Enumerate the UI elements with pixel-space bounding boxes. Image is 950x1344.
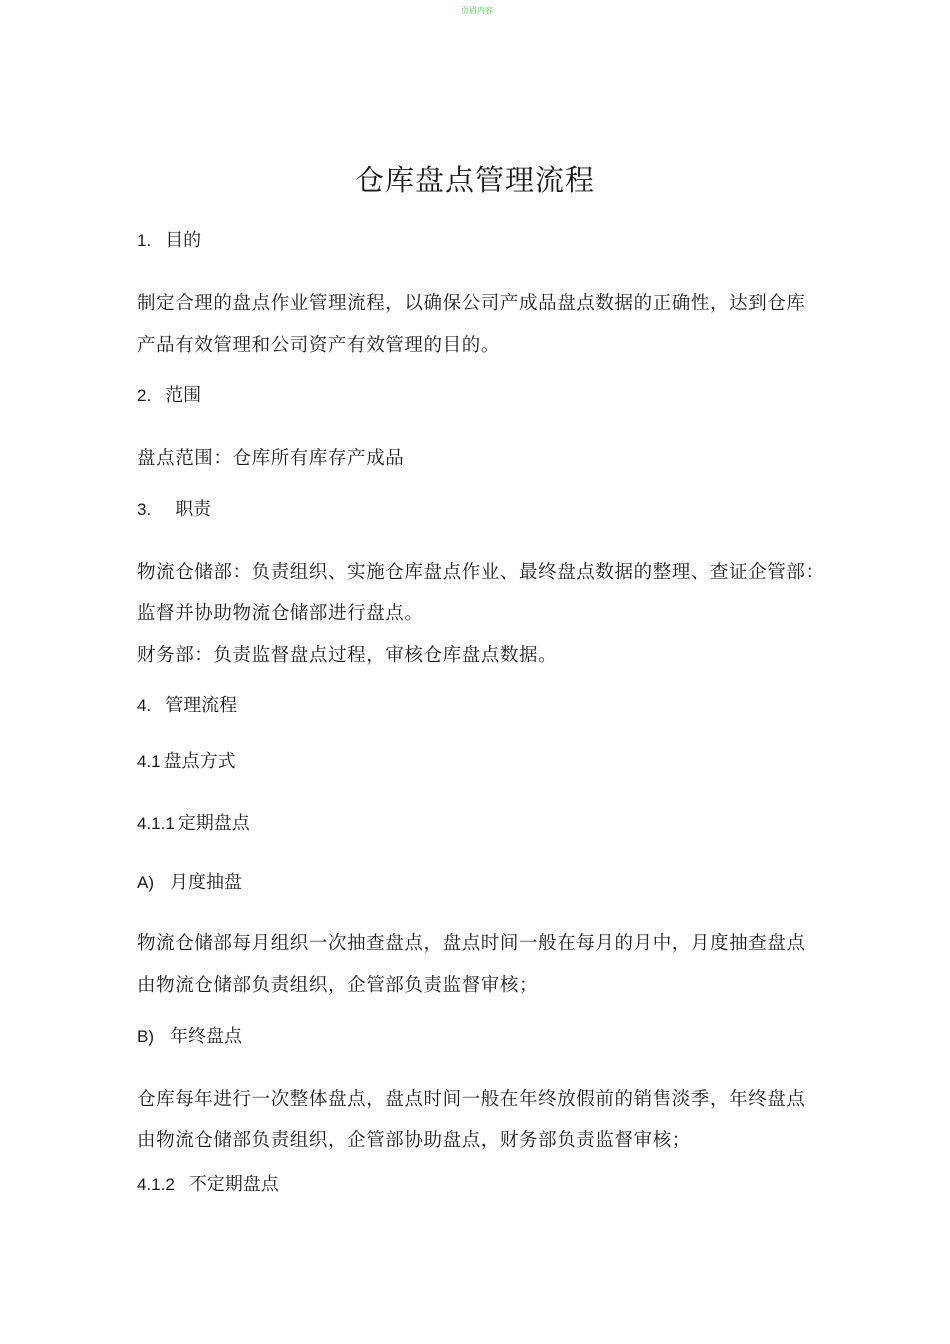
paragraph-line: 制定合理的盘点作业管理流程，以确保公司产成品盘点数据的正确性，达到仓库	[137, 293, 806, 314]
section-heading-responsibility	[137, 495, 211, 521]
paragraph-line: 监督并协助物流仓储部进行盘点。	[137, 603, 424, 624]
paragraph-line: 仓库每年进行一次整体盘点，盘点时间一般在年终放假前的销售淡季，年终盘点	[137, 1089, 806, 1110]
section-number: 4.1.2	[137, 1175, 175, 1194]
section-heading-process	[137, 691, 237, 717]
item-label: 月度抽盘	[170, 872, 242, 893]
paragraph-line: 财务部：负责监督盘点过程，审核仓库盘点数据。	[137, 645, 558, 666]
section-number: 3.	[137, 500, 152, 519]
subsection-heading-method	[137, 747, 236, 773]
section-label: 职责	[175, 499, 212, 520]
section-number: 4.	[137, 696, 152, 715]
section-label: 管理流程	[165, 695, 238, 716]
section-heading-purpose	[137, 226, 201, 252]
subsection-heading-irregular	[137, 1170, 279, 1196]
section-number: 1.	[137, 231, 152, 250]
section-label: 不定期盘点	[188, 1174, 279, 1195]
document-title: 仓库盘点管理流程	[354, 163, 595, 197]
item-marker: B)	[137, 1027, 154, 1046]
section-label: 范围	[165, 385, 202, 406]
paragraph-line: 物流仓储部：负责组织、实施仓库盘点作业、最终盘点数据的整理、查证企管部：	[137, 562, 825, 583]
item-heading-monthly	[137, 868, 242, 894]
paragraph-line: 由物流仓储部负责组织，企管部协助盘点，财务部负责监督审核；	[137, 1130, 691, 1151]
section-label: 目的	[165, 230, 202, 251]
section-heading-scope	[137, 381, 201, 407]
paragraph-line: 产品有效管理和公司资产有效管理的目的。	[137, 335, 500, 356]
section-label: 盘点方式	[163, 751, 236, 772]
section-number: 2.	[137, 386, 152, 405]
section-label: 定期盘点	[177, 813, 250, 834]
paragraph-line: 盘点范围：仓库所有库存产成品	[137, 448, 405, 469]
paragraph-line: 由物流仓储部负责组织，企管部负责监督审核；	[137, 975, 539, 996]
section-number: 4.1.1	[137, 814, 175, 833]
item-label: 年终盘点	[170, 1026, 242, 1047]
paragraph-line: 物流仓储部每月组织一次抽查盘点，盘点时间一般在每月的月中，月度抽查盘点	[137, 933, 806, 954]
subsection-heading-periodic	[137, 809, 250, 835]
item-marker: A)	[137, 873, 154, 892]
item-heading-annual	[137, 1022, 242, 1048]
section-number: 4.1	[137, 752, 161, 771]
page-header-mark: 页眉内容	[461, 6, 493, 15]
